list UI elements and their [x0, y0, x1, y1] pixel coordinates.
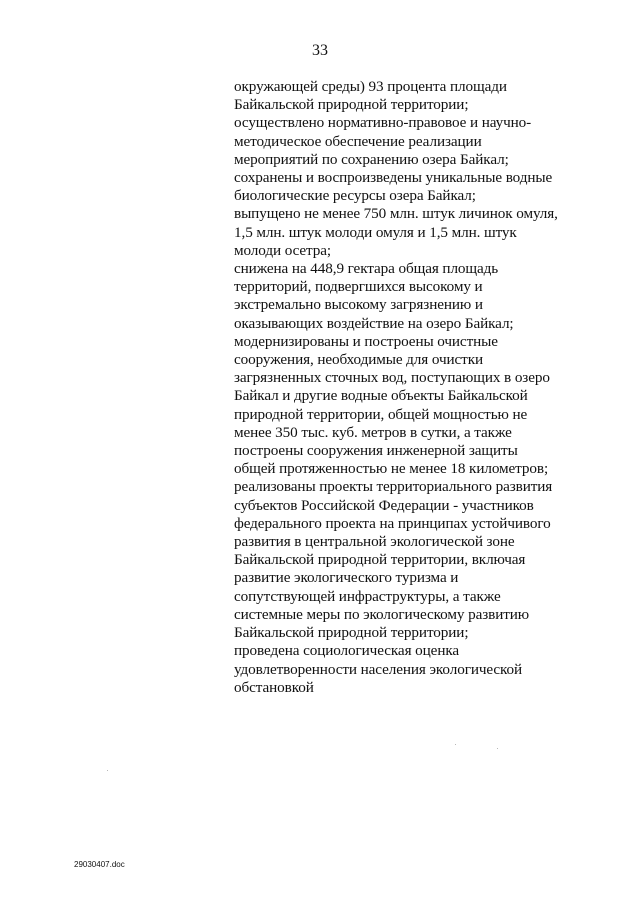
text-line: развитие экологического туризма и [234, 569, 459, 587]
text-line: менее 350 тыс. куб. метров в сутки, а также [234, 423, 512, 441]
text-line: снижена на 448,9 гектара общая площадь [234, 260, 499, 278]
text-line: методическое обеспечение реализации [234, 132, 482, 150]
text-line: системные меры по экологическому развитию [234, 605, 530, 623]
text-line: общей протяженностью не менее 18 километров; [234, 460, 549, 478]
text-line: мероприятий по сохранению озера Байкал; [234, 150, 509, 168]
text-line: природной территории, общей мощностью не [234, 405, 528, 423]
text-line: сохранены и воспроизведены уникальные водные [234, 169, 553, 187]
body-text [234, 78, 624, 697]
page-number: 33 [312, 42, 328, 59]
text-line: молоди осетра; [234, 241, 332, 259]
text-line: биологические ресурсы озера Байкал; [234, 187, 476, 205]
text-line: федерального проекта на принципах устойчивого [234, 514, 551, 532]
text-line: Байкальской природной территории, включая [234, 551, 526, 569]
text-line: сопутствующей инфраструктуры, а также [234, 587, 501, 605]
text-line: осуществлено нормативно-правовое и научно- [234, 114, 532, 132]
text-line: выпущено не менее 750 млн. штук личинок омуля, [234, 205, 558, 223]
text-line: модернизированы и построены очистные [234, 332, 498, 350]
text-line: Байкальской природной территории; [234, 96, 469, 114]
text-line: построены сооружения инженерной защиты [234, 442, 518, 460]
text-line: обстановкой [234, 678, 314, 696]
text-line: развития в центральной экологической зоне [234, 533, 515, 551]
text-line: оказывающих воздействие на озеро Байкал; [234, 314, 514, 332]
text-line: субъектов Российской Федерации - участников [234, 496, 534, 514]
text-line: загрязненных сточных вод, поступающих в озеро [234, 369, 550, 387]
text-line: сооружения, необходимые для очистки [234, 351, 484, 369]
scan-speck [107, 770, 108, 771]
text-line: удовлетворенности населения экологической [234, 660, 523, 678]
text-line: проведена социологическая оценка [234, 642, 460, 660]
text-line: 1,5 млн. штук молоди омуля и 1,5 млн. штук [234, 223, 517, 241]
text-line: реализованы проекты территориального развития [234, 478, 553, 496]
scan-speck [455, 744, 456, 745]
text-line: окружающей среды) 93 процента площади [234, 78, 507, 95]
text-line: экстремально высокому загрязнению и [234, 296, 483, 314]
text-line: Байкальской природной территории; [234, 624, 469, 642]
text-line: территорий, подвергшихся высокому и [234, 278, 483, 296]
scan-speck [497, 748, 498, 749]
footer-filename: 29030407.doc [74, 860, 125, 869]
text-line: Байкал и другие водные объекты Байкальской [234, 387, 528, 405]
